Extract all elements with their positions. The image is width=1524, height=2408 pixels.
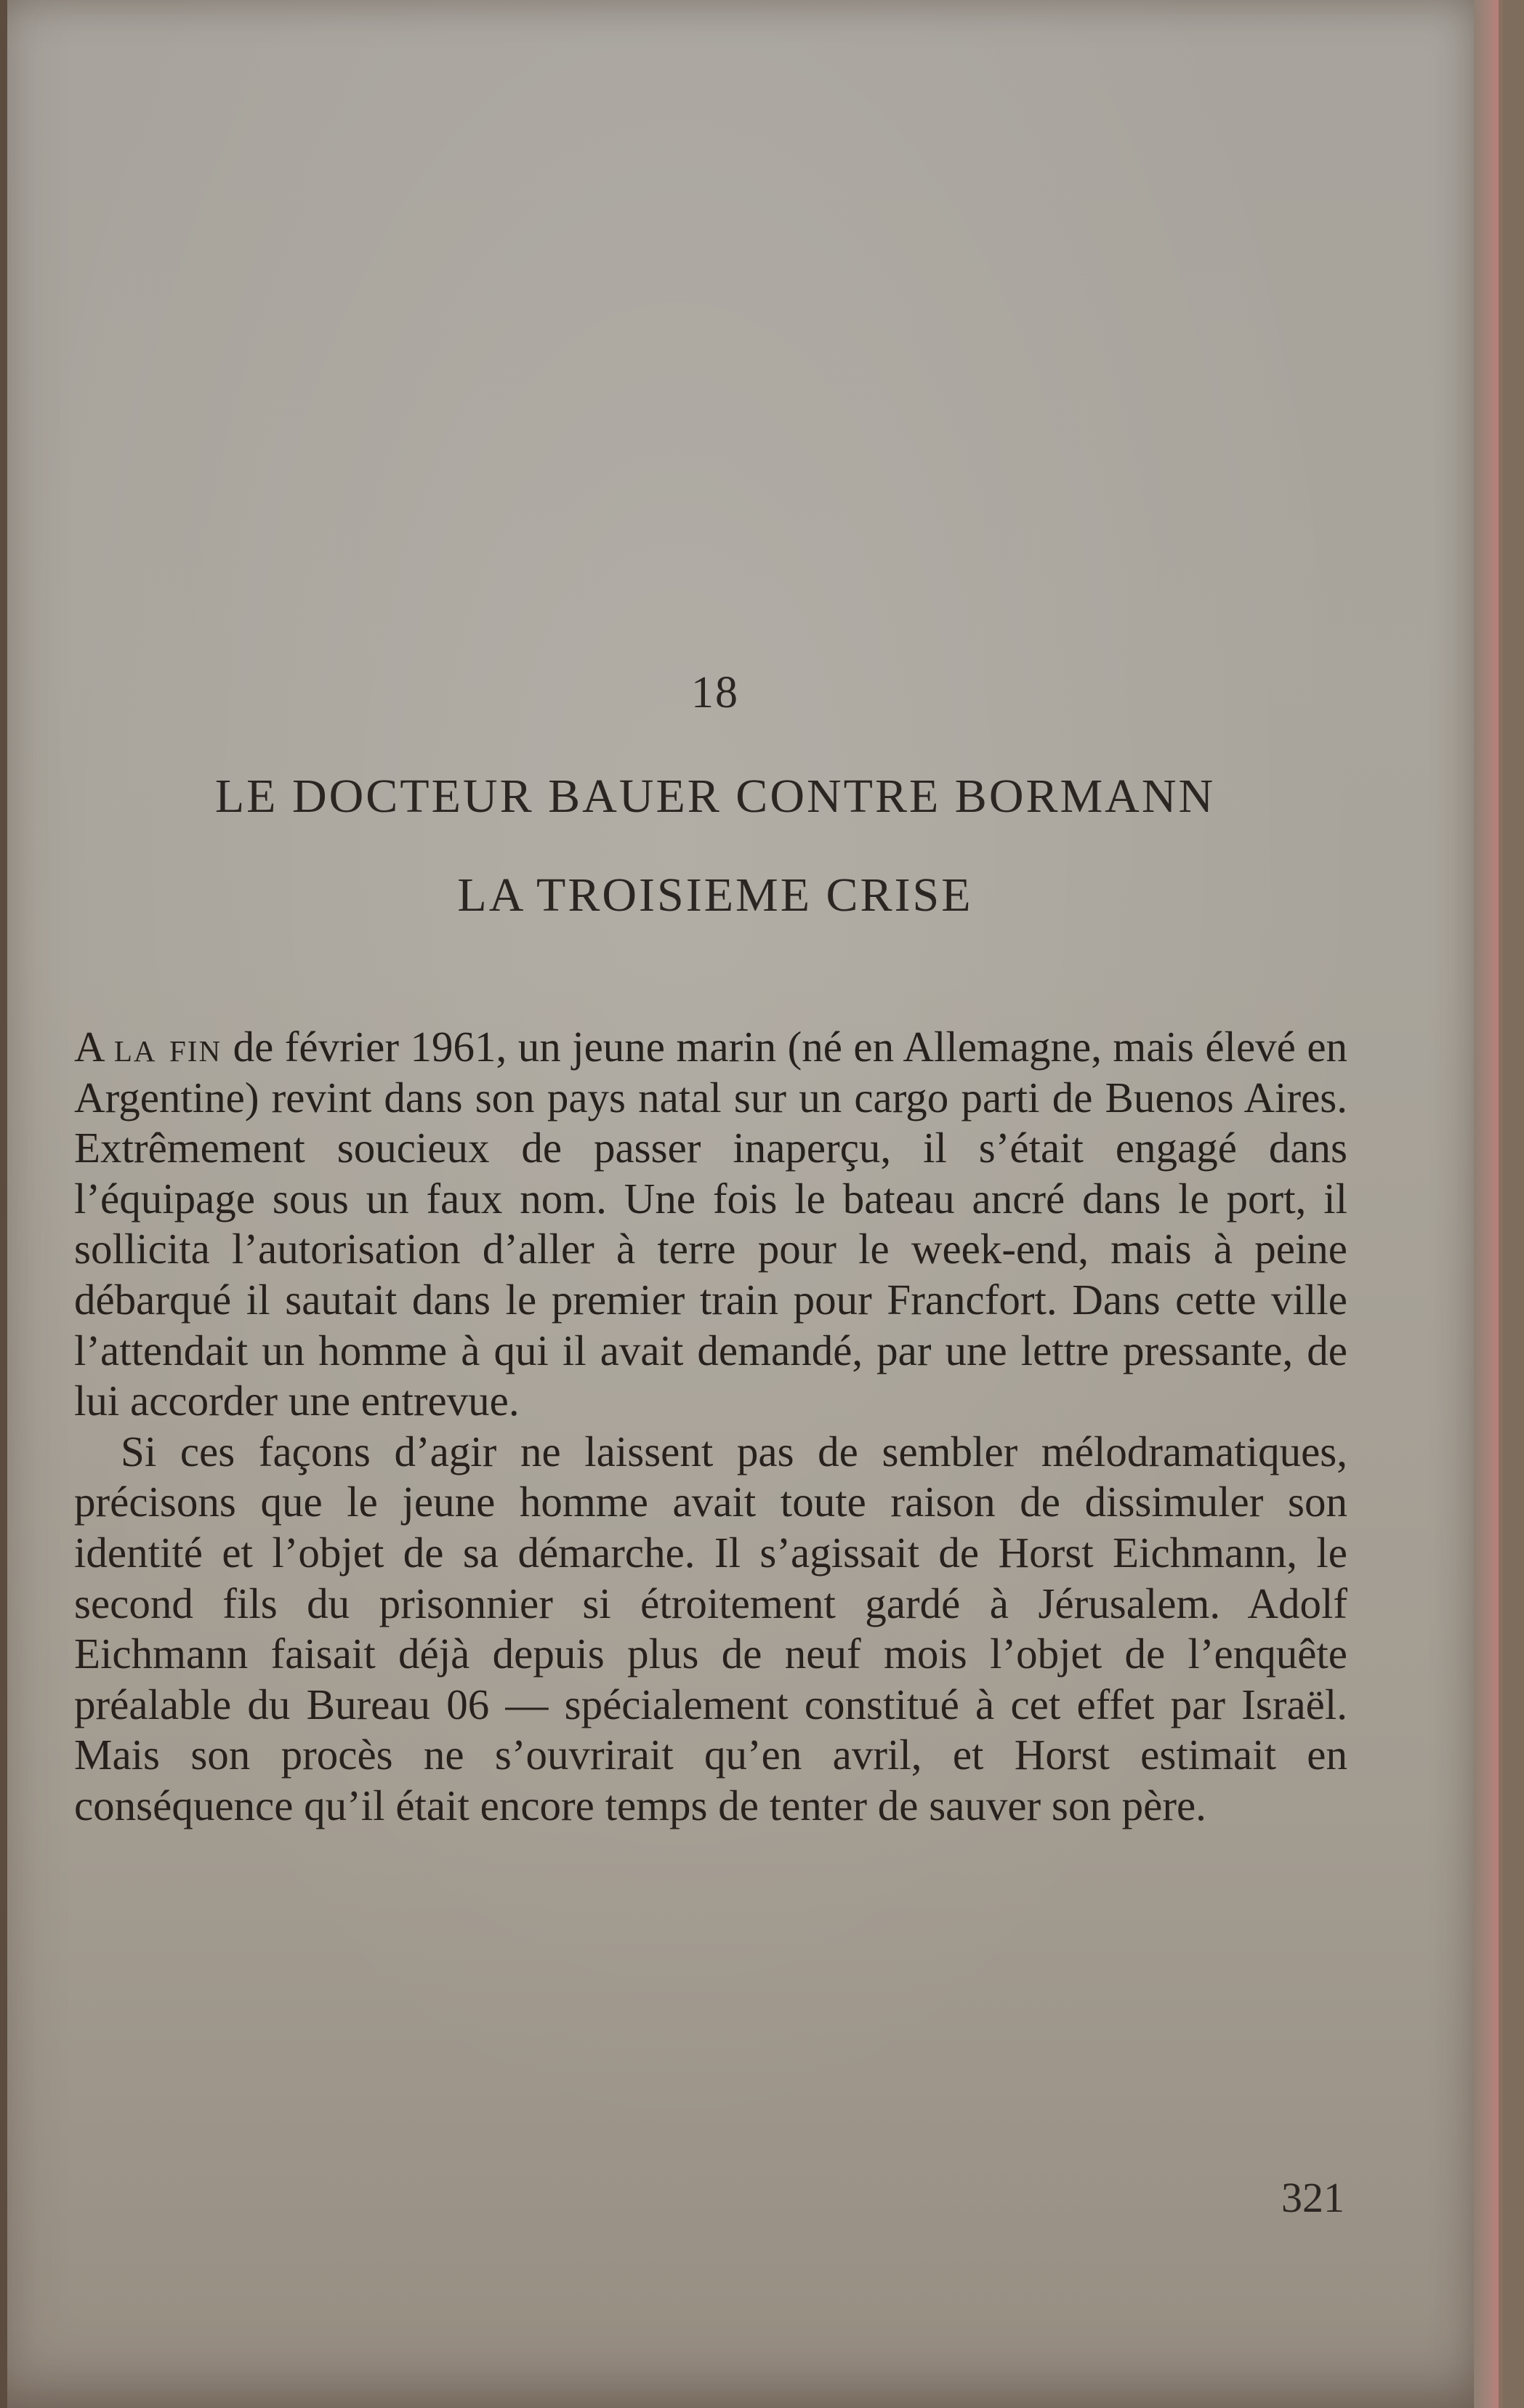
paragraph-2: Si ces façons d’agir ne laissent pas de sembler mélodramatiques, précisons que le jeune homme avait toute raison de dissimuler son identité et l’objet de sa démarche. Il s’agissait de Horst Eichmann, le second fils du prisonnier si étroitement gardé à Jérusalem. Adolf Eichmann faisait déjà depuis plus de neuf mois l’objet de l’enquête préalable du Bureau 06 — spécialement constitué à cet effet par Israël. Mais son procès ne s’ouvrirait qu’en avril, et Horst estimait en conséquence qu’il était encore temps de tenter de sauver son père. <box>74 1427 1347 1829</box>
chapter-subtitle: LA TROISIEME CRISE <box>457 869 973 922</box>
chapter-title: LE DOCTEUR BAUER CONTRE BORMANN <box>214 770 1216 823</box>
chapter-number: 18 <box>691 668 739 717</box>
paragraph-1-text: de février 1961, un jeune marin (né en Allemagne, mais élevé en Argentine) revint dans son pays natal sur un cargo parti de Buenos Aires. Extrêmement soucieux de passer inaperçu, il s’était engagé dans l’équipage sous un faux nom. Une fois le bateau ancré dans le port, il sollicita l’autorisation d’aller à terre pour le week-end, mais à peine débarqué il sautait dans le premier train pour Francfort. Dans cette ville l’attendait un homme à qui il avait demandé, par une lettre pressante, de lui accorder une entrevue. <box>74 1023 1348 1425</box>
book-page <box>7 0 1503 2408</box>
paragraph-1 <box>74 1022 1347 1427</box>
body-text <box>74 1022 1347 1832</box>
page-number: 321 <box>1281 2174 1344 2221</box>
lead-initial: A <box>74 1023 103 1071</box>
lead-smallcaps: la fin <box>113 1023 222 1071</box>
page-edge <box>1474 0 1499 2408</box>
